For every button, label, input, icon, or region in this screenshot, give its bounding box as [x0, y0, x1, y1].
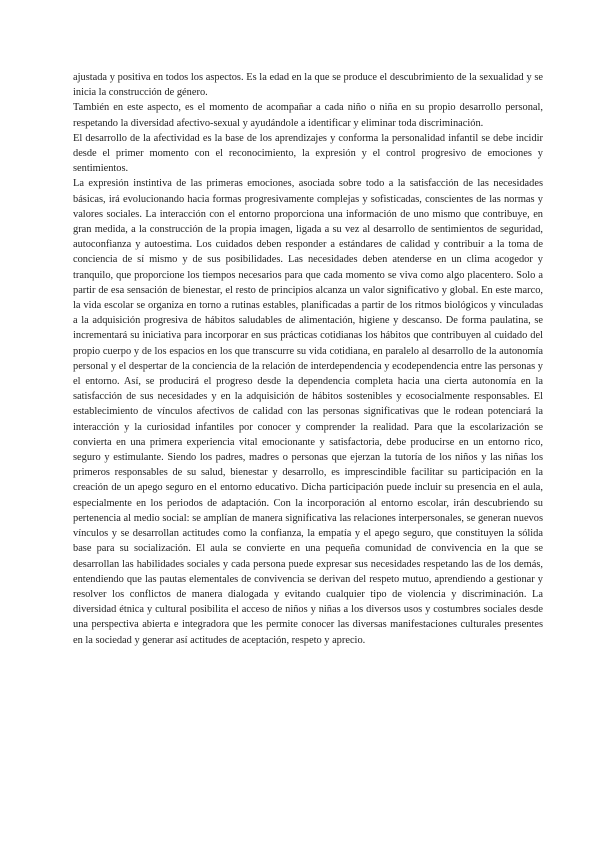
- paragraph-4: La expresión instintiva de las primeras emociones, asociada sobre todo a la satisfacción de las necesidades básicas, irá evolucionando hacia formas progresivamente complejas y sofisticadas, conscientes de las normas y valores sociales. La interacción con el entorno proporciona una información de uno mismo que contribuye, en gran medida, a la construcción de la propia imagen, ligada a su vez al desarrollo de sentimientos de seguridad, autoconfianza y autoestima. Los cuidados deben responder a estándares de calidad y contribuir a la toma de conciencia de sí mismo y de sus posibilidades. Las necesidades deben atenderse en un clima acogedor y tranquilo, que proporcione los tiempos necesarios para que cada momento se viva como algo placentero. Solo a partir de esa sensación de bienestar, el resto de principios alcanza un valor significativo y global. En este marco, la vida escolar se organiza en torno a rutinas estables, planificadas a partir de los ritmos biológicos y vinculadas a la adquisición progresiva de hábitos saludables de alimentación, higiene y descanso. De forma paulatina, se incrementará su iniciativa para incorporar en sus prácticas cotidianas los hábitos que contribuyen al cuidado del propio cuerpo y de los espacios en los que transcurre su vida cotidiana, en paralelo al desarrollo de la autonomía personal y el despertar de la conciencia de la relación de interdependencia y ecodependencia entre las personas y el entorno. Así, se producirá el progreso desde la dependencia completa hacia una cierta autonomía en la satisfacción de sus necesidades y en la adquisición de hábitos sostenibles y ecosocialmente responsables. El establecimiento de vínculos afectivos de calidad con las personas significativas que le rodean potenciará la interacción y la curiosidad infantiles por conocer y comprender la realidad. Para que la escolarización se convierta en una primera experiencia vital emocionante y satisfactoria, debe producirse en un entorno rico, seguro y estimulante. Siendo los padres, madres o personas que ejerzan la tutoría de los niños y las niñas los primeros responsables de su salud, bienestar y desarrollo, es imprescindible facilitar su participación en la creación de un apego seguro en el entorno educativo. Dicha participación puede incluir su presencia en el aula, especialmente en los periodos de adaptación. Con la incorporación al entorno escolar, irán descubriendo su pertenencia al medio social: se amplían de manera significativa las relaciones interpersonales, se generan nuevos vínculos y se desarrollan actitudes como la confianza, la empatía y el apego seguro, que constituyen la sólida base para su socialización. El aula se convierte en una pequeña comunidad de convivencia en la que se desarrollan las habilidades sociales y cada persona puede expresar sus necesidades respetando las de los demás, entendiendo que las pautas elementales de convivencia se derivan del respeto mutuo, aprendiendo a gestionar y resolver los conflictos de manera dialogada y evitando cualquier tipo de violencia y discriminación. La diversidad étnica y cultural posibilita el acceso de niños y niñas a los diversos usos y costumbres sociales desde una perspectiva abierta e integradora que les permite conocer las diversas manifestaciones culturales presentes en la sociedad y generar así actitudes de aceptación, respeto y aprecio.: [73, 178, 543, 646]
- paragraph-1: ajustada y positiva en todos los aspectos. Es la edad en la que se produce el descubrimiento de la sexualidad y se inicia la construcción de género.: [73, 72, 543, 99]
- paragraph-2: También en este aspecto, es el momento de acompañar a cada niño o niña en su propio desarrollo personal, respetando la diversidad afectivo-sexual y ayudándole a identificar y eliminar toda discriminación.: [73, 102, 543, 129]
- body-text: [73, 70, 543, 648]
- paragraph-3: El desarrollo de la afectividad es la base de los aprendizajes y conforma la personalidad infantil se debe incidir desde el primer momento con el reconocimiento, la expresión y el control progresivo de emociones y sentimientos.: [73, 132, 543, 175]
